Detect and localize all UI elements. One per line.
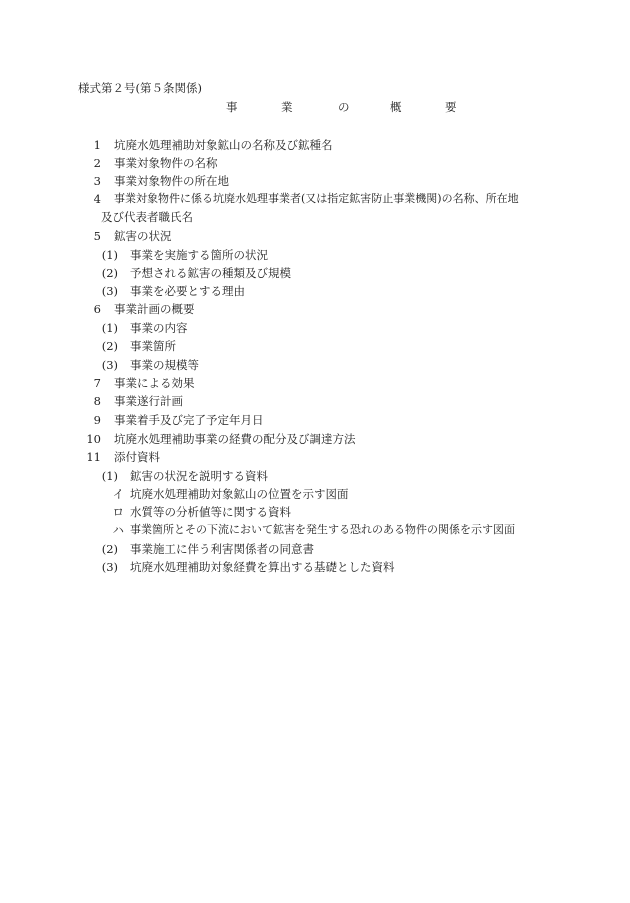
- item-text: 事業施工に伴う利害関係者の同意書: [130, 542, 314, 556]
- item-text: 事業の内容: [130, 321, 188, 335]
- item-text: 鉱害の状況: [114, 229, 172, 243]
- item-text: 水質等の分析値等に関する資料: [130, 505, 291, 519]
- item-text: 事業対象物件に係る坑廃水処理事業者(又は指定鉱害防止事業機関)の名称、所在地: [114, 192, 519, 205]
- item-text: 及び代表者職氏名: [101, 210, 193, 224]
- item-text: 事業を必要とする理由: [130, 284, 245, 298]
- item-text: 添付資料: [114, 450, 160, 464]
- item-text: 坑廃水処理補助対象経費を算出する基礎とした資料: [130, 560, 395, 574]
- item-number: 4: [93, 192, 101, 206]
- item-text: 事業対象物件の所在地: [114, 174, 229, 188]
- item-number: ハ: [112, 523, 124, 537]
- item-text: 坑廃水処理補助対象鉱山の位置を示す図面: [130, 487, 349, 501]
- item-text: 事業計画の概要: [114, 302, 195, 316]
- item-number: 10: [86, 432, 101, 446]
- item-text: 事業箇所: [130, 339, 176, 353]
- item-number: (1): [101, 248, 118, 262]
- item-text: 鉱害の状況を説明する資料: [130, 469, 268, 483]
- item-number: 1: [93, 138, 101, 152]
- item-number: 9: [93, 413, 101, 427]
- item-text: 事業着手及び完了予定年月日: [114, 413, 264, 427]
- title-char: 要: [445, 100, 457, 114]
- item-text: 予想される鉱害の種類及び規模: [130, 266, 291, 280]
- item-number: 6: [93, 302, 101, 316]
- item-number: (2): [101, 266, 118, 280]
- item-number: (2): [101, 542, 118, 556]
- item-text: 事業による効果: [114, 376, 195, 390]
- title-char: 概: [390, 100, 402, 114]
- item-number: 11: [86, 450, 101, 464]
- title-char: 事: [226, 100, 238, 114]
- item-text: 事業を実施する箇所の状況: [130, 248, 268, 262]
- item-number: ロ: [112, 505, 124, 519]
- title-char: の: [338, 100, 350, 114]
- item-number: 2: [93, 156, 101, 170]
- item-text: 坑廃水処理補助対象鉱山の名称及び鉱種名: [114, 138, 333, 152]
- item-number: 8: [93, 394, 101, 408]
- item-number: (3): [101, 560, 118, 574]
- item-number: 3: [93, 174, 101, 188]
- item-text: 事業対象物件の名称: [114, 156, 218, 170]
- item-number: (2): [101, 339, 118, 353]
- document-title: [226, 99, 465, 115]
- item-number: 5: [93, 229, 101, 243]
- item-text: 坑廃水処理補助事業の経費の配分及び調達方法: [114, 432, 356, 446]
- item-number: (3): [101, 358, 118, 372]
- item-number: 7: [93, 376, 101, 390]
- item-text: 事業箇所とその下流において鉱害を発生する恐れのある物件の関係を示す図面: [130, 523, 515, 536]
- item-number: イ: [112, 487, 124, 501]
- item-number: (1): [101, 321, 118, 335]
- item-number: (3): [101, 284, 118, 298]
- form-number-label: 様式第２号(第５条関係): [78, 81, 202, 95]
- item-text: 事業遂行計画: [114, 394, 183, 408]
- item-number: (1): [101, 469, 118, 483]
- title-char: 業: [281, 100, 293, 114]
- item-text: 事業の規模等: [130, 358, 199, 372]
